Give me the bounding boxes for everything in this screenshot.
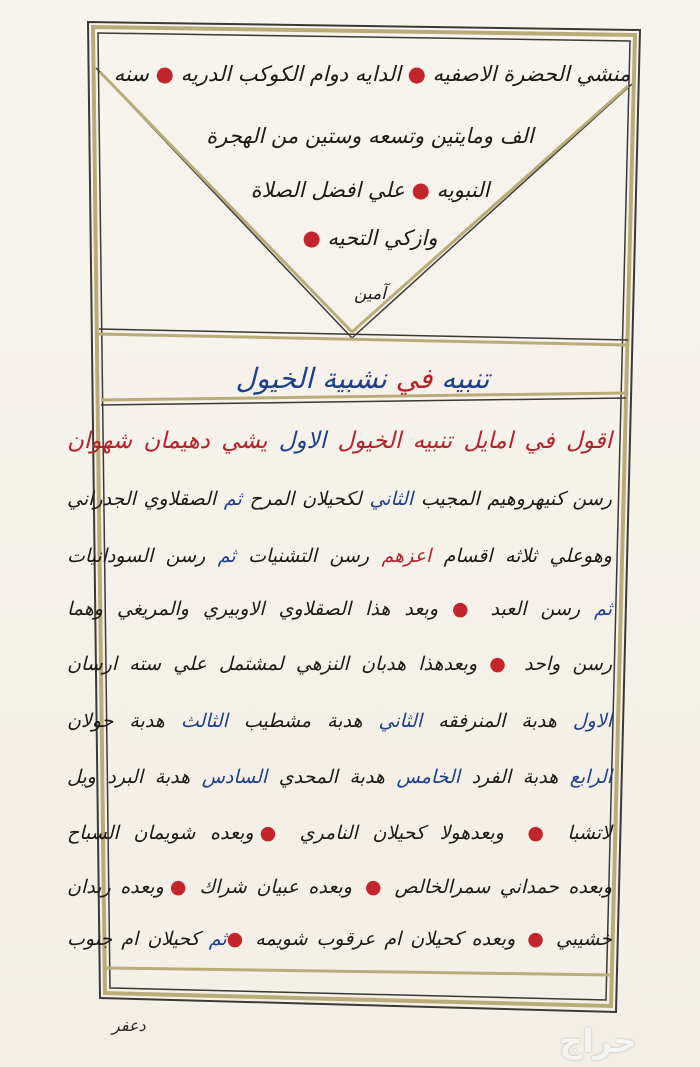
body-line-9: خشيبي ● وبعده كحيلان ام عرقوب شويمه ●ثم كحيلان ام جنوب — [67, 928, 612, 950]
colophon-line-2: الف ومايتين وتسعه وستين من الهجرة — [206, 124, 534, 148]
red-dot: ● — [361, 876, 386, 898]
body-line-4: رسن واحد ● وبعدهذا هدبان النزهي لمشتمل علي سته ارسان — [67, 653, 612, 675]
body-line-2: وهوعلي ثلاثه اقسام اعزهم رسن التشنيات ثم رسن السودانيات — [67, 545, 612, 567]
bottom-rule — [106, 968, 612, 975]
body-line-3: ثم رسن العبد ● وبعد هذا الصقلاوي الاوبيري والمريغي وهما — [67, 598, 612, 620]
red-dot: ● — [452, 598, 477, 620]
section-subhead: اقول في امايل تنبيه الخيول الاول يشي دهيمان شهوان — [67, 428, 612, 454]
red-dot: ● — [155, 62, 174, 86]
body-line-1: رسن كنيهروهيم المجيب الثاني لكحيلان المرح ثم الصقلاوي الجدراني — [67, 488, 612, 510]
separator-top-b — [99, 334, 628, 345]
red-dot: ● — [226, 928, 247, 950]
outer-border — [88, 22, 640, 1012]
red-dot: ● — [411, 178, 430, 202]
catchword-signature: دعفر — [112, 1016, 146, 1035]
triangle-left-gold — [100, 72, 352, 332]
red-dot: ● — [518, 822, 553, 844]
body-line-8: وبعده حمداني سمرالخالص ● وبعده عبيان شراك ● وبعده ربدان — [67, 876, 612, 898]
red-dot: ● — [259, 822, 285, 844]
gold-border — [93, 27, 635, 1006]
red-dot: ● — [407, 62, 426, 86]
body-line-6: الرابع هدبة الفرد الخامس هدبة المحدي السادس هدبة البرد ويل — [67, 766, 613, 788]
red-dot: ● — [483, 653, 512, 675]
red-dot: ● — [169, 876, 190, 898]
colophon-line-3: النبويه ● علي افضل الصلاة — [250, 178, 490, 202]
amen-text: آمين — [354, 284, 386, 304]
red-dot: ● — [524, 928, 547, 950]
haraj-watermark: حراج — [559, 1022, 637, 1060]
colophon-line-4: وازكي التحيه ● — [302, 226, 438, 250]
body-line-7: لاتشبا ● وبعدهولا كحيلان النامري ● وبعده شويمان السباح — [67, 822, 612, 844]
body-line-5: الاول هدبة المنرفقه الثاني هدبة مشطيب الثالث هدبة جولان — [67, 710, 612, 732]
red-dot: ● — [302, 226, 321, 250]
colophon-line-1: منشي الحضرة الاصفيه ● الدايه دوام الكوكب الدريه ● سنه — [113, 62, 631, 86]
chapter-title: تنبيه في نشبية الخيول — [235, 362, 490, 395]
